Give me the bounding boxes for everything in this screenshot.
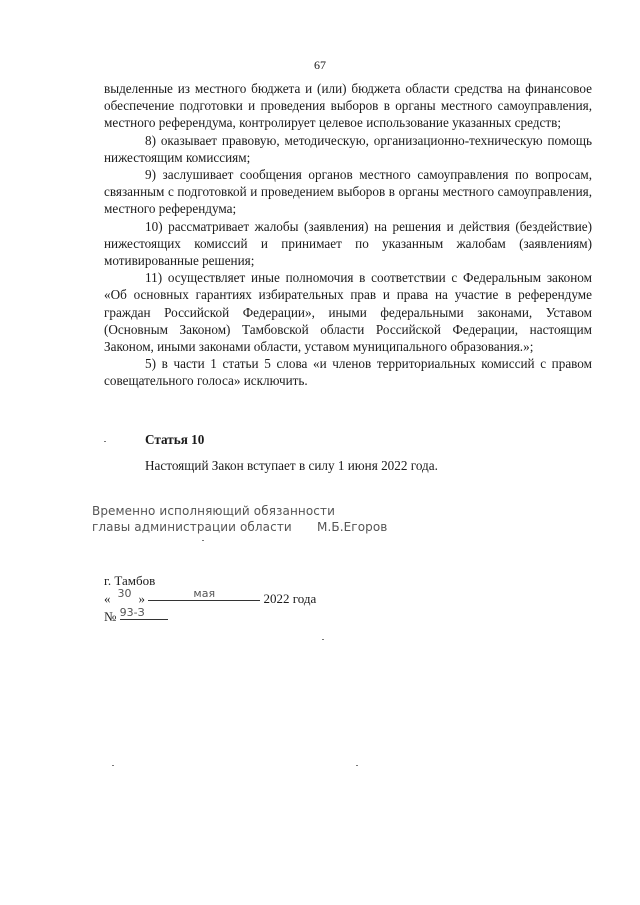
- paragraph-item-11: 11) осуществляет иные полномочия в соответствии с Федеральным законом «Об основных гарантиях избирательных прав и права на участие в референдуме граждан Российской Федерации», иными федеральными законами, Уставом (Основным Законом) Тамбовской области Российской Федерации, настоящим Законом, иными законами области, уставом муниципального образования.»;: [104, 270, 592, 355]
- article-text: Настоящий Закон вступает в силу 1 июня 2022 года.: [145, 458, 438, 473]
- scan-speck: [112, 765, 114, 766]
- article-heading: Статья 10: [145, 432, 205, 447]
- signature-title-line-1: Временно исполняющий обязанности: [92, 504, 335, 518]
- law-number-line: [104, 606, 168, 625]
- law-number: 93-З: [120, 606, 168, 620]
- page-number: 67: [314, 58, 326, 72]
- date-month: мая: [148, 587, 260, 601]
- signature-title-line-2: главы администрации области: [92, 520, 292, 534]
- scan-speck: [104, 441, 106, 442]
- number-sign: №: [104, 609, 117, 624]
- date-day: 30: [117, 587, 132, 600]
- date-year: 2022 года: [263, 591, 317, 606]
- scan-speck: [356, 765, 358, 766]
- scan-speck: [202, 540, 204, 541]
- law-body-text: [104, 80, 592, 390]
- paragraph-item-8: 8) оказывает правовую, методическую, организационно-техническую помощь нижестоящим комиссиям;: [104, 132, 592, 165]
- date-line: [104, 587, 317, 607]
- paragraph-funding: выделенные из местного бюджета и (или) бюджета области средства на финансовое обеспечение подготовки и проведения выборов в органы местного самоуправления, местного референдума, контролирует целевое использование указанных средств;: [104, 81, 592, 131]
- signature-block: [92, 503, 388, 535]
- paragraph-item-10: 10) рассматривает жалобы (заявления) на решения и действия (бездействие) нижестоящих комиссий и принимает по указанным жалобам (заявлениям) мотивированные решения;: [104, 218, 592, 269]
- city-label: г. Тамбов: [104, 573, 156, 588]
- signatory-name: М.Б.Егоров: [317, 520, 388, 534]
- open-quote: «: [104, 591, 111, 606]
- scan-speck: [322, 639, 324, 640]
- paragraph-item-5: 5) в части 1 статьи 5 слова «и членов территориальных комиссий с правом совещательного голоса» исключить.: [104, 356, 592, 389]
- paragraph-item-9: 9) заслушивает сообщения органов местного самоуправления по вопросам, связанным с подготовкой и проведением выборов в органы местного самоуправления, местного референдума;: [104, 167, 592, 217]
- close-quote: »: [138, 591, 145, 606]
